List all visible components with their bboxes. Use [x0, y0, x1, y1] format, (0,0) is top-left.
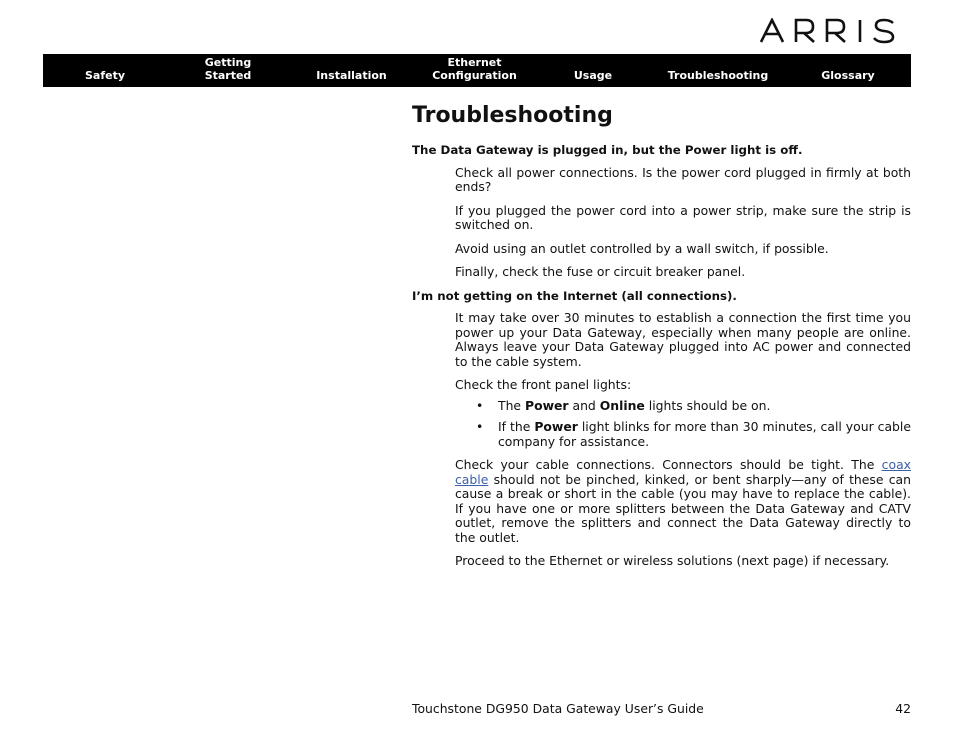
paragraph: Check the front panel lights:: [455, 377, 632, 392]
page-content: [412, 102, 911, 578]
nav-line1: Ethernet: [447, 56, 502, 69]
nav-line2: Troubleshooting: [667, 69, 769, 82]
nav-line2: Configuration: [432, 69, 517, 82]
section-body-power: [455, 166, 911, 280]
text: If the: [498, 419, 535, 434]
page-number: 42: [895, 701, 911, 716]
nav-line2: Glossary: [821, 69, 875, 82]
paragraph: Check all power connections. Is the power cord plugged in firmly at both ends?: [455, 164, 911, 194]
arris-logo-graphic: [759, 18, 911, 44]
bullet-list: [455, 399, 911, 450]
arris-logo: [759, 18, 911, 44]
nav-line2: Safety: [84, 69, 126, 82]
nav-glossary[interactable]: [785, 69, 911, 82]
section-heading-internet: I’m not getting on the Internet (all connections).: [412, 288, 737, 303]
list-item: [455, 420, 911, 449]
text: light blinks for more than 30 minutes, call your cable company for assistance.: [498, 419, 911, 449]
nav-installation[interactable]: [289, 69, 414, 82]
nav-line2: Installation: [316, 69, 387, 82]
guide-title: Touchstone DG950 Data Gateway User’s Guide: [412, 701, 704, 716]
text: should not be pinched, kinked, or bent sharply—any of these can cause a break or short in the cable (you may have to replace the cable). If you have one or more splitters between the Data Gateway and CATV outlet, remove the splitters and connect the Data Gateway directly to the outlet.: [455, 471, 911, 545]
paragraph: If you plugged the power cord into a power strip, make sure the strip is switched on.: [455, 202, 911, 232]
text: and: [568, 397, 600, 413]
nav-line2: Usage: [573, 69, 613, 82]
text: The: [498, 397, 525, 413]
paragraph: Avoid using an outlet controlled by a wall switch, if possible.: [455, 240, 829, 256]
nav-line1: Getting: [204, 56, 252, 69]
section-heading-power: The Data Gateway is plugged in, but the Power light is off.: [412, 143, 803, 157]
paragraph: It may take over 30 minutes to establish a connection the first time you power up your Data Gateway, especially when many people are online. Always leave your Data Gateway plugged into AC power and connected to the cable system.: [455, 310, 911, 369]
text: lights should be on.: [644, 397, 771, 413]
bold-text: Online: [599, 397, 645, 413]
paragraph: Proceed to the Ethernet or wireless solutions (next page) if necessary.: [455, 553, 890, 568]
coax-cable-link[interactable]: coax cable: [455, 457, 911, 487]
top-navigation: [43, 54, 911, 87]
nav-getting-started[interactable]: [167, 56, 289, 82]
bold-text: Power: [524, 397, 569, 413]
nav-ethernet-configuration[interactable]: [414, 56, 535, 82]
list-item: [455, 399, 911, 414]
section-body-internet: [455, 311, 911, 569]
nav-safety[interactable]: [43, 69, 167, 82]
paragraph: Finally, check the fuse or circuit breaker panel.: [455, 264, 746, 279]
nav-usage[interactable]: [535, 69, 651, 82]
nav-line2: Started: [204, 69, 252, 82]
page-footer: [412, 701, 911, 716]
paragraph: [455, 458, 911, 545]
bold-text: Power: [534, 419, 578, 434]
nav-troubleshooting[interactable]: [651, 69, 785, 82]
text: Check your cable connections. Connectors should be tight. The: [455, 457, 882, 472]
page-title: Troubleshooting: [412, 103, 613, 128]
